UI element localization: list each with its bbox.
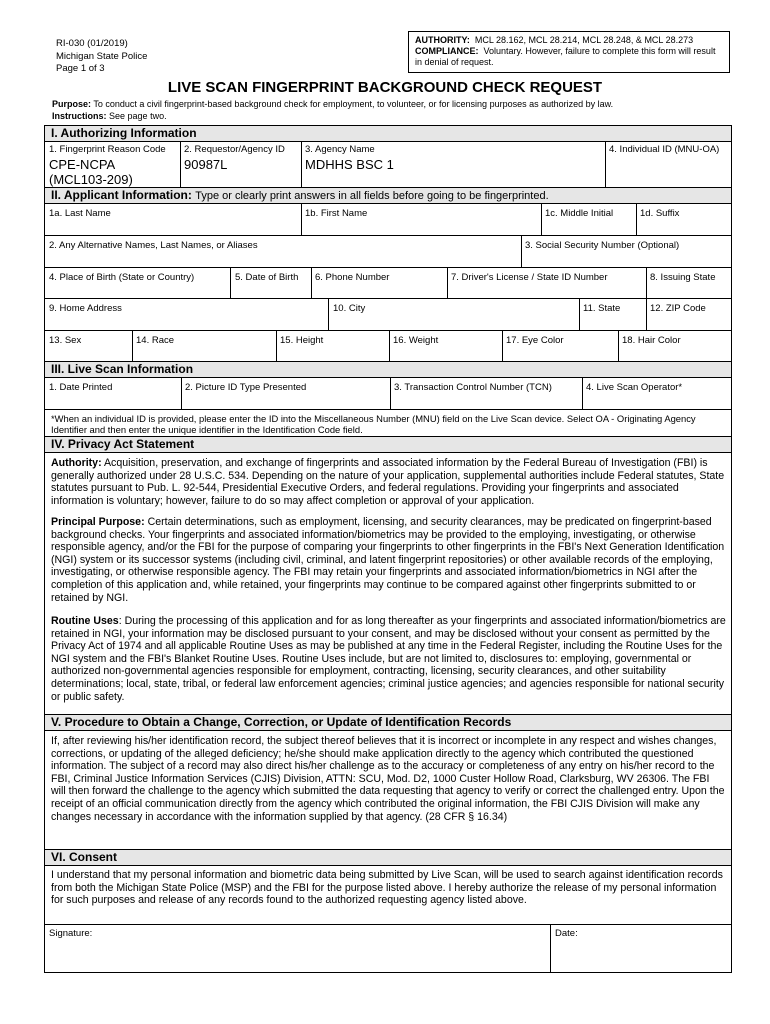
- routine-uses-paragraph: [51, 615, 727, 703]
- routine-uses-text: : During the processing of this application and for as long thereafter as your fingerprints and associated information/biometrics are retained in NGI, your information may be disclosed pursuant to your consent, and may be disclosed without your consent as permitted by the Privacy Act of 1974 and all applicable Routine Uses as may be published at any time in the Federal Register, including the Routine Uses for the NGI system and the FBI's Blanket Routine Uses. Routine Uses include, but are not limited to, disclosures to: employing, governmental or authorized non-governmental agencies responsible for employment, contracting, licensing, security clearances, and other suitability determinations; local, state, tribal, or federal law enforcement agencies; criminal justice agencies; and agencies responsible for national security or public safety.: [51, 615, 726, 703]
- purpose-text: To conduct a civil fingerprint-based background check for employment, to volunteer, or for licensing purposes as authorized by law.: [93, 99, 614, 109]
- section-6-header: VI. Consent: [45, 850, 731, 866]
- date-field[interactable]: Date:: [555, 928, 578, 939]
- aliases-field[interactable]: 2. Any Alternative Names, Last Names, or Aliases: [49, 240, 258, 251]
- section-2-title: II. Applicant Information:: [51, 188, 192, 202]
- authority-label: AUTHORITY:: [415, 35, 470, 45]
- place-of-birth-field[interactable]: 4. Place of Birth (State or Country): [49, 272, 195, 283]
- form-id: RI-030 (01/2019): [56, 38, 128, 49]
- correction-procedure-text: If, after reviewing his/her identification record, the subject thereof believes that it is incorrect or incomplete in any respect and wishes changes, corrections, or updating of the alleged deficiency; he/she should make application directly to the agency which contributed the questioned information. The subject of a record may also direct his/her challenge as to the accuracy or completeness of any entry on his/her record to the FBI, Criminal Justice Information Services (CJIS) Division, ATTN: SCU, Mod. D2, 1000 Custer Hollow Road, Clarksburg, WV 26306. The FBI will then forward the challenge to the agency which submitted the data requesting that agency to verify or correct the challenged entry. Upon the receipt of an official communication directly from the agency which contributed the original information, the FBI CJIS Division will make any changes necessary in accordance with the information supplied by that agency. (28 CFR § 16.34): [51, 735, 725, 823]
- race-field[interactable]: 14. Race: [136, 335, 175, 346]
- first-name-field[interactable]: 1b. First Name: [305, 208, 368, 219]
- section-2-subtitle: Type or clearly print answers in all fields before going to be fingerprinted.: [195, 190, 549, 202]
- authority-text: MCL 28.162, MCL 28.214, MCL 28.248, & MCL 28.273: [474, 35, 694, 45]
- suffix-field[interactable]: 1d. Suffix: [640, 208, 680, 219]
- height-field[interactable]: 15. Height: [280, 335, 324, 346]
- date-printed-field[interactable]: 1. Date Printed: [49, 382, 113, 393]
- tcn-field[interactable]: 3. Transaction Control Number (TCN): [394, 382, 552, 393]
- last-name-field[interactable]: 1a. Last Name: [49, 208, 111, 219]
- requestor-id-label: 2. Requestor/Agency ID: [184, 144, 285, 155]
- home-address-field[interactable]: 9. Home Address: [49, 303, 122, 314]
- principal-purpose-text: Certain determinations, such as employment, licensing, and security clearances, may be predicated on fingerprint-based background checks. Your fingerprints and associated information/biometrics may be provided to the employing, investigating, or otherwise responsible agency, and/or the FBI for the purpose of comparing your fingerprints to other fingerprints in the FBI's Next Generation Identification (NGI) system or its successor systems (including civil, criminal, and latent fingerprint repositories) or other available records of the employing, investigating, or otherwise responsible agency. The FBI may retain your fingerprints and associated information/biometrics in NGI after the completion of this application and, while retained, your fingerprints may continue to be compared against other fingerprints submitted to or retained by NGI.: [51, 516, 725, 604]
- agency-name-header: Michigan State Police: [56, 50, 148, 62]
- page-number: Page 1 of 3: [56, 63, 105, 74]
- agency-name-label: 3. Agency Name: [305, 144, 375, 155]
- routine-uses-label: Routine Uses: [51, 615, 119, 627]
- eye-color-field[interactable]: 17. Eye Color: [506, 335, 564, 346]
- phone-number-field[interactable]: 6. Phone Number: [315, 272, 390, 283]
- city-field[interactable]: 10. City: [333, 303, 366, 314]
- zip-code-field[interactable]: 12. ZIP Code: [650, 303, 706, 314]
- instructions-label: Instructions:: [52, 110, 107, 121]
- requestor-id-value: 90987L: [184, 157, 228, 172]
- state-field[interactable]: 11. State: [583, 303, 621, 314]
- privacy-authority-text: Acquisition, preservation, and exchange of fingerprints and associated information by the Federal Bureau of Investigation (FBI) is generally authorized under 28 U.S.C. 534. Depending on the nature of your application, supplemental authorities include Federal statutes, State statutes pursuant to Pub. L. 92-544, Presidential Executive Orders, and federal regulations. Providing your fingerprints and associated information is voluntary; however, failure to do so may affect completion or approval of your application.: [51, 457, 725, 507]
- reason-code-label: 1. Fingerprint Reason Code: [49, 144, 166, 155]
- issuing-state-field[interactable]: 8. Issuing State: [650, 272, 716, 283]
- principal-purpose-paragraph: [51, 516, 727, 604]
- reason-code-value: CPE-NCPA (MCL103-209): [49, 157, 133, 187]
- form-header-info: [56, 38, 147, 76]
- picture-id-type-field[interactable]: 2. Picture ID Type Presented: [185, 382, 307, 393]
- section-2-header: [45, 188, 731, 204]
- individual-id-label: 4. Individual ID (MNU-OA): [609, 144, 720, 155]
- agency-name-value: MDHHS BSC 1: [305, 157, 394, 172]
- section-1-header: I. Authorizing Information: [45, 126, 731, 142]
- principal-purpose-label: Principal Purpose:: [51, 516, 145, 528]
- date-of-birth-field[interactable]: 5. Date of Birth: [235, 272, 299, 283]
- authority-box: [408, 31, 730, 73]
- mnu-note: *When an individual ID is provided, please enter the ID into the Miscellaneous Number (MNU) field on the Live Scan device. Select OA - Originating Agency Identifier and then enter the unique identifier in the Identification Code field.: [51, 413, 696, 436]
- privacy-authority-paragraph: [51, 457, 727, 507]
- section-4-header: IV. Privacy Act Statement: [45, 437, 731, 453]
- signature-field[interactable]: Signature:: [49, 928, 93, 939]
- section-5-header: V. Procedure to Obtain a Change, Correction, or Update of Identification Records: [45, 715, 731, 731]
- middle-initial-field[interactable]: 1c. Middle Initial: [545, 208, 614, 219]
- purpose-block: [52, 99, 613, 122]
- purpose-label: Purpose:: [52, 99, 92, 109]
- instructions-text: See page two.: [109, 110, 167, 121]
- sex-field[interactable]: 13. Sex: [49, 335, 82, 346]
- ssn-field[interactable]: 3. Social Security Number (Optional): [525, 240, 680, 251]
- hair-color-field[interactable]: 18. Hair Color: [622, 335, 681, 346]
- compliance-text: Voluntary. However, failure to complete this form will result in denial of request.: [415, 46, 716, 67]
- section-3-header: III. Live Scan Information: [45, 362, 731, 378]
- compliance-label: COMPLIANCE:: [415, 46, 479, 56]
- page-title: LIVE SCAN FINGERPRINT BACKGROUND CHECK REQUEST: [167, 79, 603, 96]
- live-scan-operator-field[interactable]: 4. Live Scan Operator*: [586, 382, 683, 393]
- consent-text: I understand that my personal information and biometric data being submitted by Live Scan, will be used to search against identification records from both the Michigan State Police (MSP) and the FBI for the purpose listed above. I hereby authorize the release of my personal information for such purposes and release of any records found to the authorized requesting agency listed above.: [51, 869, 723, 907]
- privacy-authority-label: Authority:: [51, 457, 102, 469]
- drivers-license-field[interactable]: 7. Driver's License / State ID Number: [451, 272, 608, 283]
- form-body: [44, 125, 732, 973]
- weight-field[interactable]: 16. Weight: [393, 335, 439, 346]
